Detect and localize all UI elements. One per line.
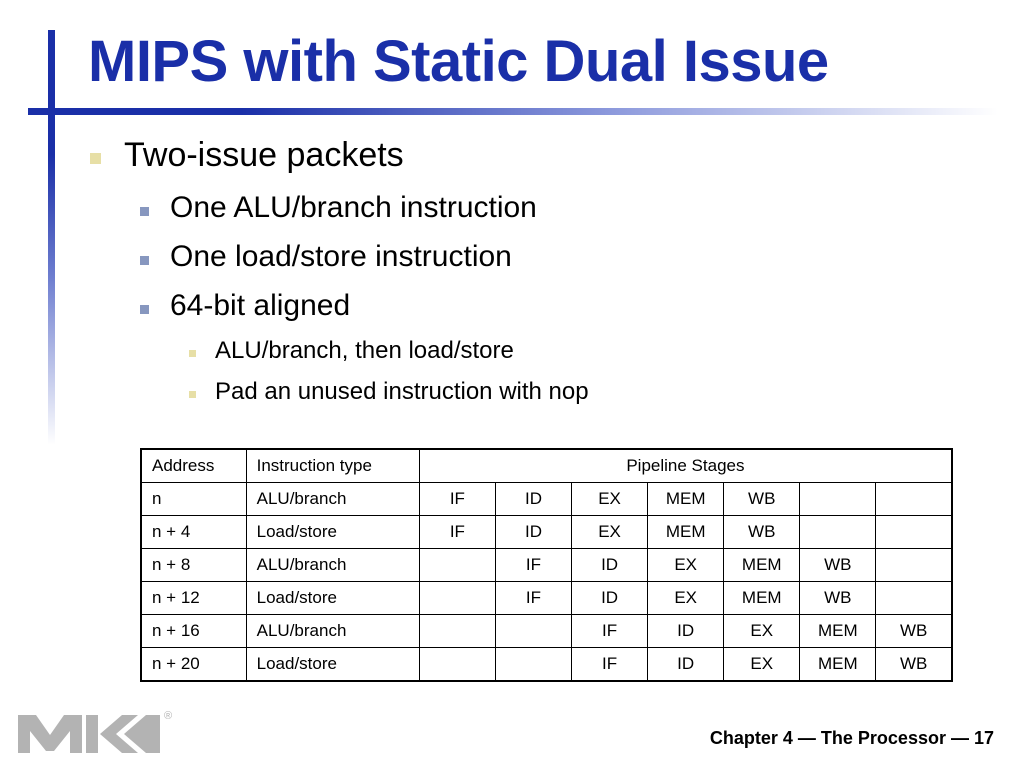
cell-stage xyxy=(419,582,495,615)
bullet-item xyxy=(170,289,350,323)
cell-stage: IF xyxy=(419,516,495,549)
horizontal-accent-bar xyxy=(28,108,998,115)
cell-stage xyxy=(800,483,876,516)
cell-address: n + 16 xyxy=(141,615,246,648)
cell-address: n xyxy=(141,483,246,516)
table-row xyxy=(141,582,952,615)
cell-stage: MEM xyxy=(724,549,800,582)
cell-stage: MEM xyxy=(800,615,876,648)
mk-logo xyxy=(18,705,178,757)
square-bullet-icon xyxy=(189,391,196,398)
cell-stage: EX xyxy=(724,615,800,648)
cell-stage xyxy=(876,516,952,549)
cell-stage xyxy=(876,582,952,615)
bullet-item xyxy=(215,378,589,406)
cell-stage: WB xyxy=(724,516,800,549)
cell-instruction-type: Load/store xyxy=(246,648,419,682)
mk-logo-icon xyxy=(18,715,160,753)
cell-stage: IF xyxy=(572,648,648,682)
cell-stage: ID xyxy=(648,648,724,682)
bullet-text: Pad an unused instruction with nop xyxy=(215,378,589,405)
cell-stage: ID xyxy=(495,516,571,549)
table-row xyxy=(141,516,952,549)
table-row xyxy=(141,549,952,582)
cell-instruction-type: ALU/branch xyxy=(246,615,419,648)
cell-stage xyxy=(419,615,495,648)
cell-stage: EX xyxy=(648,582,724,615)
bullet-item xyxy=(170,240,512,274)
cell-stage: ID xyxy=(572,549,648,582)
cell-stage xyxy=(419,648,495,682)
square-bullet-icon xyxy=(189,350,196,357)
square-bullet-icon xyxy=(90,153,101,164)
cell-stage: ID xyxy=(495,483,571,516)
vertical-accent-bar xyxy=(48,30,55,445)
cell-stage: WB xyxy=(876,615,952,648)
cell-stage: MEM xyxy=(724,582,800,615)
bullet-item xyxy=(124,136,404,175)
cell-stage: WB xyxy=(724,483,800,516)
cell-stage: MEM xyxy=(648,516,724,549)
bullet-text: ALU/branch, then load/store xyxy=(215,337,514,364)
pipeline-table xyxy=(140,448,953,682)
cell-stage: ID xyxy=(648,615,724,648)
cell-address: n + 12 xyxy=(141,582,246,615)
cell-stage: EX xyxy=(572,516,648,549)
cell-stage: IF xyxy=(495,582,571,615)
header-instruction-type: Instruction type xyxy=(246,449,419,483)
table-row xyxy=(141,615,952,648)
cell-address: n + 20 xyxy=(141,648,246,682)
cell-stage: ID xyxy=(572,582,648,615)
cell-stage xyxy=(419,549,495,582)
cell-stage xyxy=(876,483,952,516)
bullet-text: One load/store instruction xyxy=(170,240,512,273)
cell-stage: WB xyxy=(800,549,876,582)
cell-address: n + 8 xyxy=(141,549,246,582)
cell-instruction-type: ALU/branch xyxy=(246,483,419,516)
cell-stage: EX xyxy=(724,648,800,682)
cell-instruction-type: ALU/branch xyxy=(246,549,419,582)
cell-stage xyxy=(495,648,571,682)
cell-stage: WB xyxy=(800,582,876,615)
cell-stage xyxy=(876,549,952,582)
cell-stage: MEM xyxy=(800,648,876,682)
cell-stage: EX xyxy=(648,549,724,582)
cell-stage xyxy=(800,516,876,549)
cell-instruction-type: Load/store xyxy=(246,516,419,549)
cell-stage: MEM xyxy=(648,483,724,516)
header-pipeline-stages: Pipeline Stages xyxy=(419,449,952,483)
cell-stage: IF xyxy=(495,549,571,582)
table-row xyxy=(141,483,952,516)
table-header-row xyxy=(141,449,952,483)
bullet-item xyxy=(170,191,537,225)
bullet-text: Two-issue packets xyxy=(124,136,404,174)
cell-stage xyxy=(495,615,571,648)
square-bullet-icon xyxy=(140,256,149,265)
footer-chapter: Chapter 4 — The Processor — 17 xyxy=(709,728,994,748)
bullet-item xyxy=(215,337,514,365)
slide-title: MIPS with Static Dual Issue xyxy=(88,29,829,94)
cell-stage: IF xyxy=(572,615,648,648)
cell-stage: IF xyxy=(419,483,495,516)
pipeline-table-body xyxy=(141,449,952,681)
bullet-text: One ALU/branch instruction xyxy=(170,191,537,224)
header-address: Address xyxy=(141,449,246,483)
cell-instruction-type: Load/store xyxy=(246,582,419,615)
cell-address: n + 4 xyxy=(141,516,246,549)
cell-stage: EX xyxy=(572,483,648,516)
square-bullet-icon xyxy=(140,207,149,216)
square-bullet-icon xyxy=(140,305,149,314)
bullet-text: 64-bit aligned xyxy=(170,289,351,322)
cell-stage: WB xyxy=(876,648,952,682)
table-row xyxy=(141,648,952,682)
registered-mark: ® xyxy=(164,710,173,722)
